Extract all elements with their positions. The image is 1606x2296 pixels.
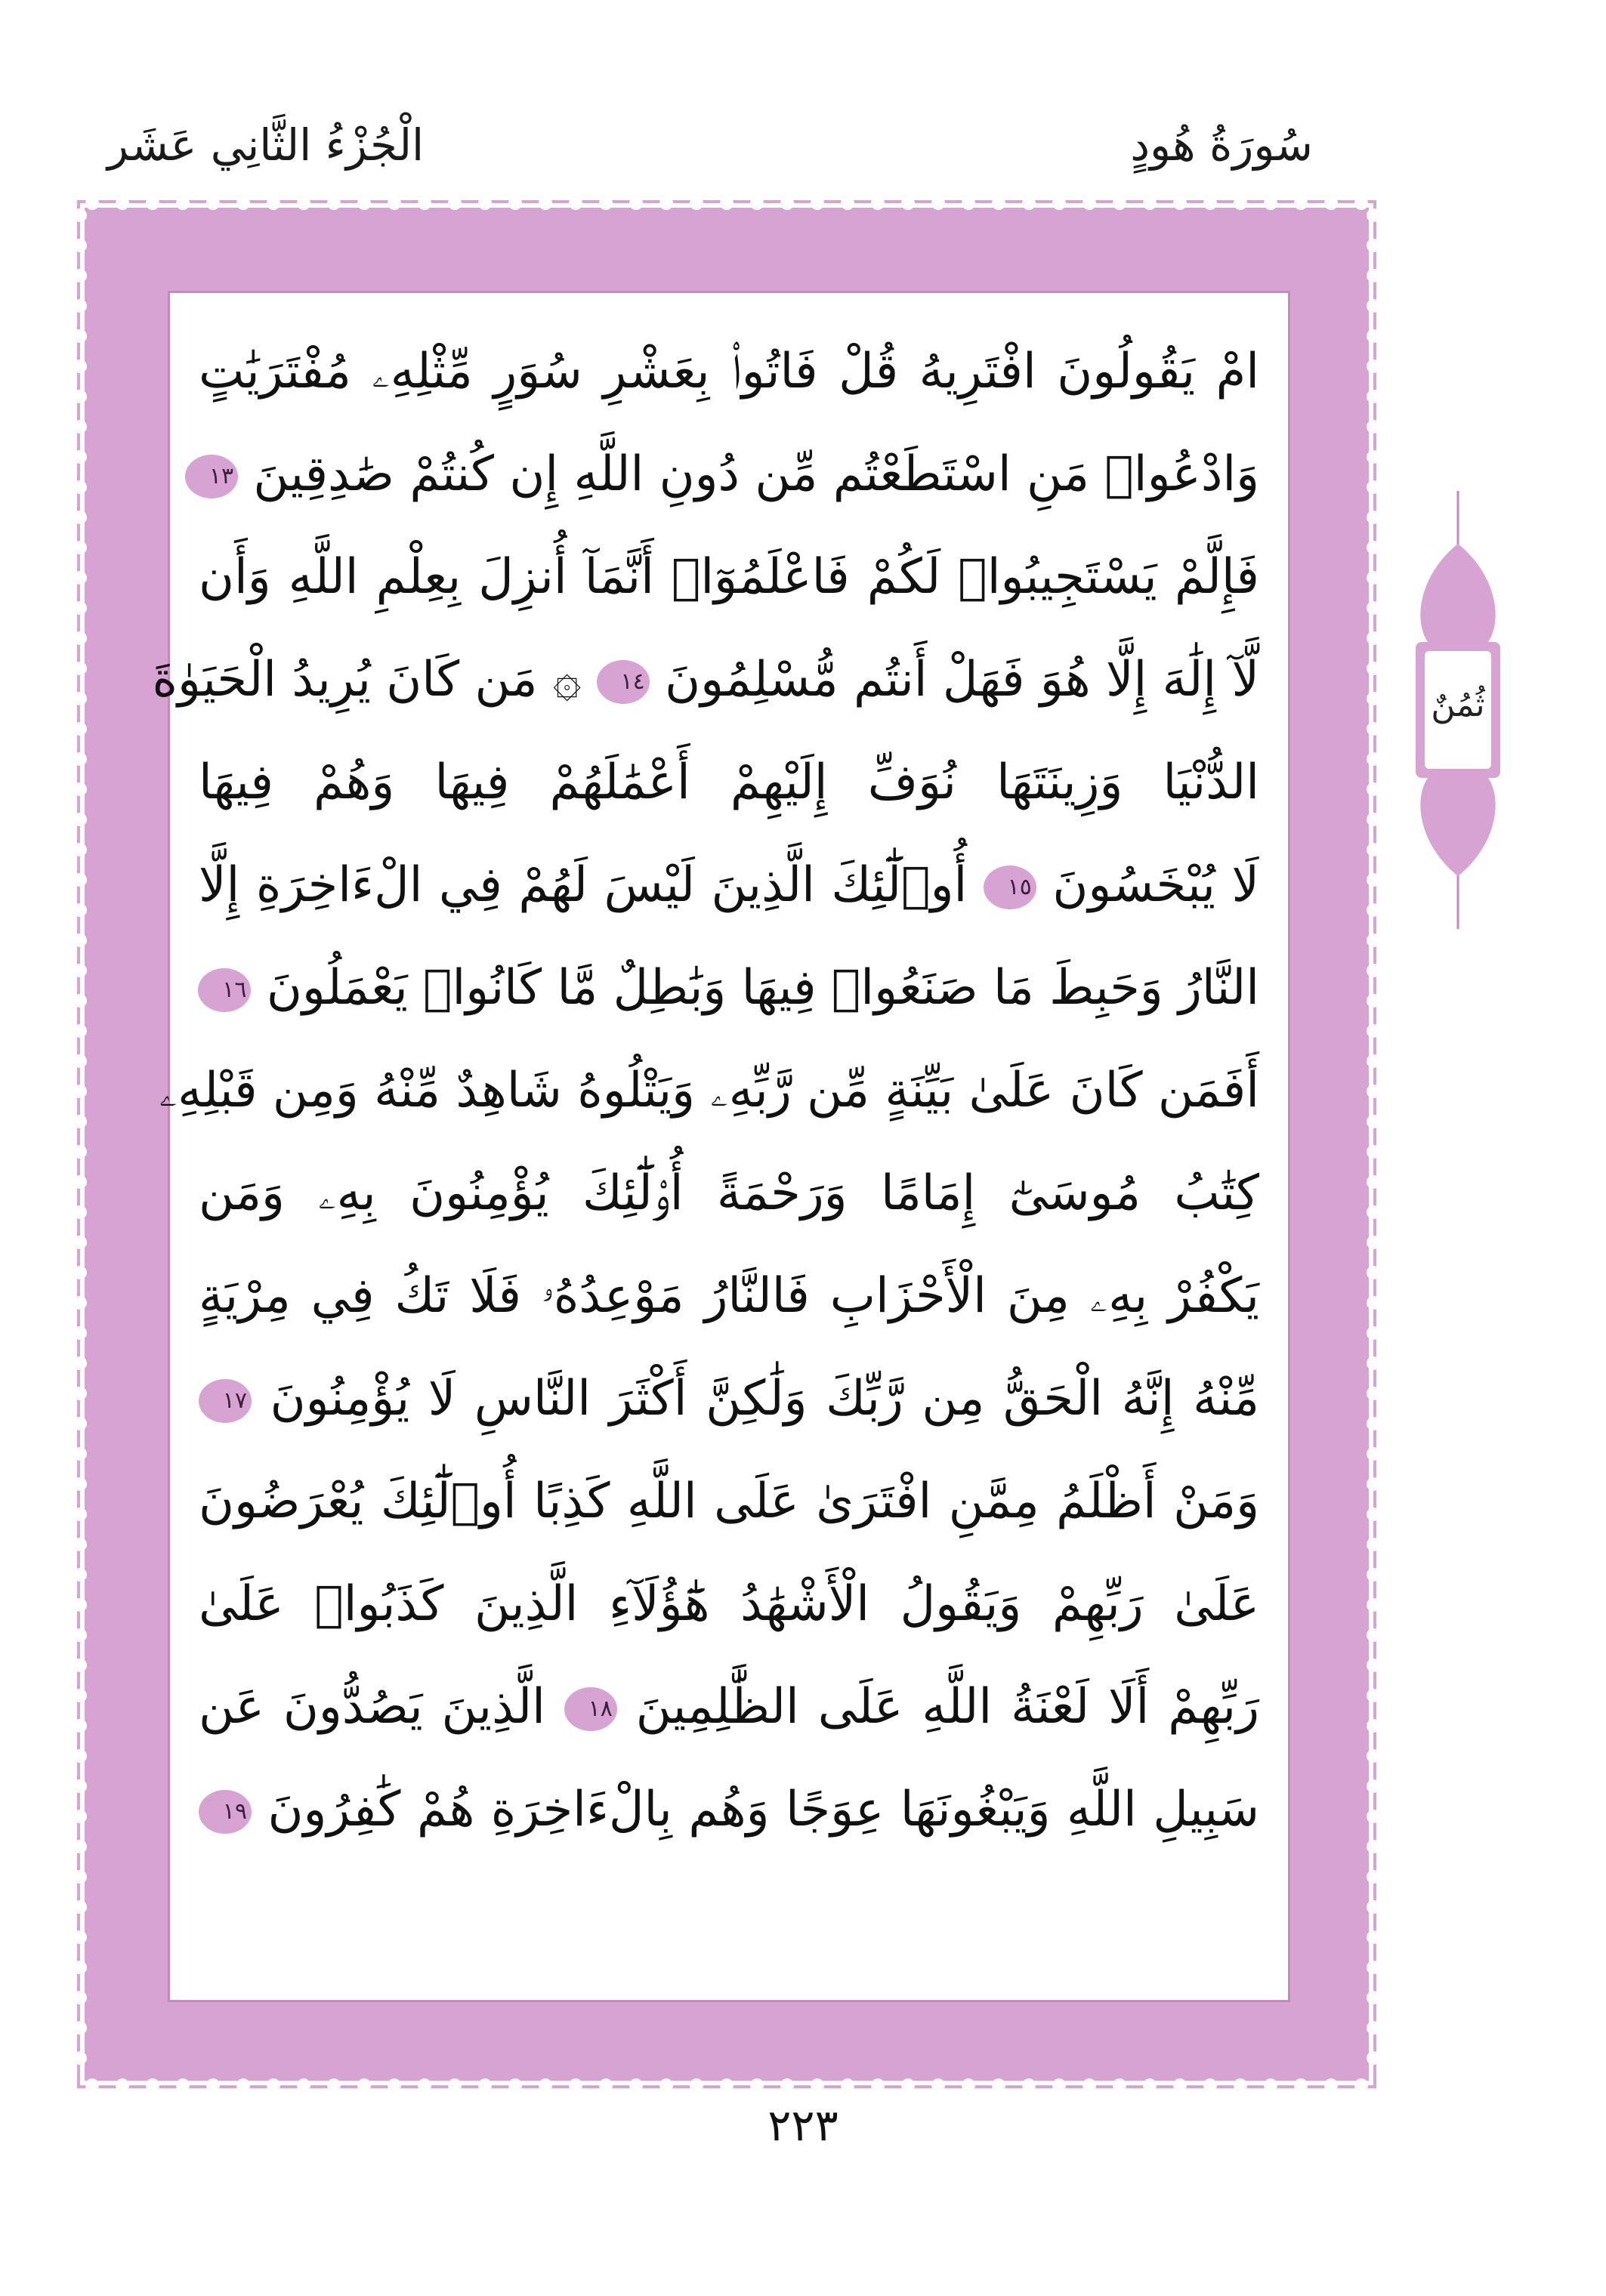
verse-line-5: الدُّنْيَا وَزِينَتَهَا نُوَفِّ إِلَيْهِمْ أَعْمَٰلَهُمْ فِيهَا وَهُمْ فِيهَا — [199, 755, 1259, 810]
text-panel — [152, 291, 1290, 2002]
hizb-quarter-marker — [1405, 491, 1511, 929]
verse-line-2: وَادْعُوا۟ مَنِ اسْتَطَعْتُم مِّن دُونِ اللَّهِ إِن كُنتُمْ صَٰدِقِينَ ١٣ — [199, 423, 1259, 526]
verse-line-3: فَإِلَّمْ يَسْتَجِيبُوا۟ لَكُمْ فَاعْلَمُوٓا۟ أَنَّمَآ أُنزِلَ بِعِلْمِ اللَّهِ وَأَن — [199, 549, 1259, 605]
juz-title: الْجُزْءُ الثَّانِي عَشَر — [107, 119, 425, 171]
verse-line-9: كِتَٰبُ مُوسَىٰٓ إِمَامًا وَرَحْمَةً أُو۟لَٰٓئِكَ يُؤْمِنُونَ بِهِۦ وَمَن — [199, 1165, 1259, 1221]
ayah-number-icon: ١٥ — [984, 866, 1036, 909]
ayah-number-icon: ١٩ — [199, 1790, 252, 1834]
ayah-number-icon: ١٦ — [198, 968, 251, 1012]
verse-line-4: لَّآ إِلَٰهَ إِلَّا هُوَ فَهَلْ أَنتُم مُّسْلِمُونَ ١٤ ۞ مَن كَانَ يُرِيدُ الْحَيَوٰةَ — [152, 652, 1259, 708]
verse-line-13: عَلَىٰ رَبِّهِمْ وَيَقُولُ الْأَشْهَٰدُ هَٰٓؤُلَآءِ الَّذِينَ كَذَبُوا۟ عَلَىٰ — [199, 1576, 1259, 1632]
verse-line-14: رَبِّهِمْ أَلَا لَعْنَةُ اللَّهِ عَلَى الظَّٰلِمِينَ ١٨ الَّذِينَ يَصُدُّونَ عَن — [199, 1679, 1260, 1735]
verse-line-11: مِّنْهُ إِنَّهُ الْحَقُّ مِن رَّبِّكَ وَلَٰكِنَّ أَكْثَرَ النَّاسِ لَا يُؤْمِنُونَ ١٧ — [199, 1347, 1259, 1450]
verse-line-7: النَّارُ وَحَبِطَ مَا صَنَعُوا۟ فِيهَا وَبَٰطِلٌ مَّا كَانُوا۟ يَعْمَلُونَ ١٦ — [199, 937, 1259, 1039]
verse-line-1: امْ يَقُولُونَ افْتَرِيهُ قُلْ فَاتُوا۟ بِعَشْرِ سُوَرٍ مِّثْلِهِۦ مُفْتَرَيَٰتٍ — [199, 344, 1259, 400]
ayah-number-icon: ١٨ — [564, 1687, 617, 1731]
ayah-number-icon: ١٤ — [597, 660, 650, 704]
page-number: ٢٢٣ — [767, 2100, 839, 2151]
verse-lines — [152, 320, 1260, 1973]
ayah-number-icon: ١٣ — [185, 455, 238, 498]
verse-line-8: أَفَمَن كَانَ عَلَىٰ بَيِّنَةٍ مِّن رَّبِّهِۦ وَيَتْلُوهُ شَاهِدٌ مِّنْهُ وَمِن قَبْلِهِۦ — [159, 1063, 1259, 1119]
ayah-number-icon: ١٧ — [199, 1379, 252, 1423]
verse-line-6: لَا يُبْخَسُونَ ١٥ أُو۟لَٰٓئِكَ الَّذِينَ لَيْسَ لَهُمْ فِي الْءَاخِرَةِ إِلَّا — [199, 857, 1260, 913]
verse-line-15: سَبِيلِ اللَّهِ وَيَبْغُونَهَا عِوَجًا وَهُم بِالْءَاخِرَةِ هُمْ كَٰفِرُونَ ١٩ — [199, 1758, 1259, 1861]
page-frame — [85, 208, 1369, 2081]
marker-label: ثُمُنٌ — [1431, 686, 1485, 724]
surah-title: سُورَةُ هُودٍ — [1130, 119, 1313, 171]
verse-line-10: يَكْفُرْ بِهِۦ مِنَ الْأَحْزَابِ فَالنَّارُ مَوْعِدُهُۥ فَلَا تَكُ فِي مِرْيَةٍ — [199, 1268, 1259, 1324]
verse-line-12: وَمَنْ أَظْلَمُ مِمَّنِ افْتَرَىٰ عَلَى اللَّهِ كَذِبًا أُو۟لَٰٓئِكَ يُعْرَضُونَ — [199, 1474, 1259, 1529]
